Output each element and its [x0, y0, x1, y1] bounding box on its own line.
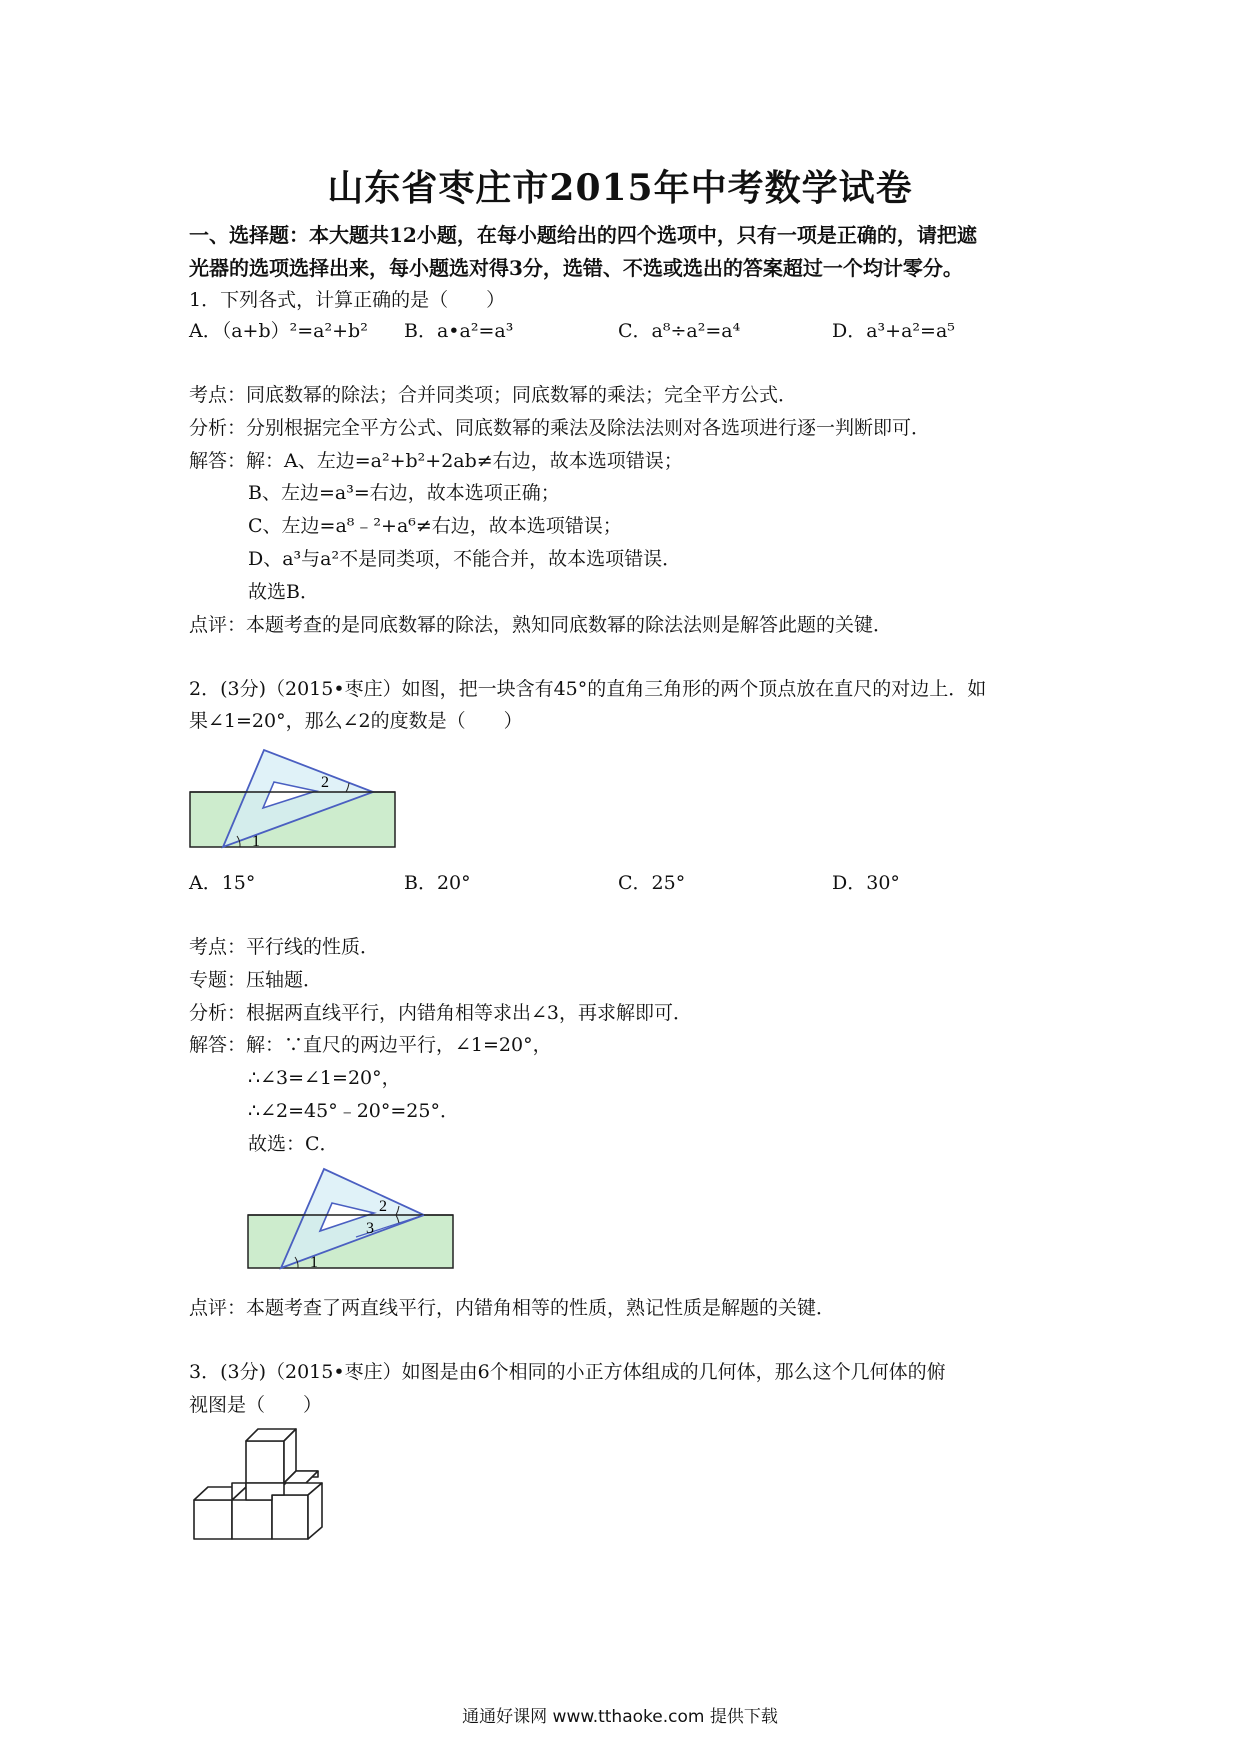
q2-option-b: B．20° — [404, 872, 471, 894]
q2-jieda-4: 故选：C． — [248, 1133, 339, 1155]
q1-option-a: A．（a+b）²=a²+b² — [189, 320, 368, 342]
q1-fenxi: 分析：分别根据完全平方公式、同底数幂的乘法及除法法则对各选项进行逐一判断即可． — [189, 417, 931, 439]
q3-stem-line1: 3．(3分)（2015•枣庄）如图是由6个相同的小正方体组成的几何体，那么这个几何体的俯 — [189, 1361, 946, 1383]
angle-1-label: 1 — [310, 1254, 318, 1271]
q2-jieda-3: ∴∠2=45°﹣20°=25°． — [248, 1100, 459, 1122]
q1-stem: 1．下列各式，计算正确的是（ ） — [189, 289, 506, 311]
section-heading-line2: 光器的选项选择出来，每小题选对得3分，选错、不选或选出的答案超过一个均计零分。 — [189, 256, 963, 280]
section-heading-line1: 一、选择题：本大题共12小题，在每小题给出的四个选项中，只有一项是正确的，请把遮 — [189, 223, 977, 247]
q2-kaodian: 考点：平行线的性质． — [189, 936, 380, 958]
q1-jieda-5: 故选B． — [248, 581, 319, 603]
q2-solution-figure — [246, 1165, 461, 1275]
q1-jieda-4: D、a³与a²不是同类项，不能合并，故本选项错误． — [248, 548, 682, 570]
q1-jieda-3: C、左边=a⁸﹣²+a⁶≠右边，故本选项错误； — [248, 515, 622, 537]
q1-jieda-2: B、左边=a³=右边，故本选项正确； — [248, 482, 560, 504]
q2-jieda-1: 解答：解：∵直尺的两边平行，∠1=20°， — [189, 1034, 552, 1056]
q2-stem-line1: 2．(3分)（2015•枣庄）如图，把一块含有45°的直角三角形的两个顶点放在直尺的对边上．如 — [189, 678, 987, 700]
q2-dianping: 点评：本题考查了两直线平行，内错角相等的性质，熟记性质是解题的关键． — [189, 1297, 836, 1319]
angle-2-label: 2 — [321, 774, 329, 791]
q3-cube-solid-figure — [190, 1425, 350, 1545]
page-title: 山东省枣庄市2015年中考数学试卷 — [327, 167, 913, 209]
q2-zhuanti: 专题：压轴题． — [189, 969, 323, 991]
angle-1-label: 1 — [252, 833, 260, 850]
q2-ruler-triangle-figure — [188, 745, 408, 855]
q2-option-d: D．30° — [832, 872, 900, 894]
angle-3-label: 3 — [366, 1220, 374, 1237]
q1-option-b: B．a•a²=a³ — [404, 320, 514, 342]
angle-2-label: 2 — [379, 1198, 387, 1215]
q1-dianping: 点评：本题考查的是同底数幂的除法，熟知同底数幂的除法法则是解答此题的关键． — [189, 614, 893, 636]
q1-option-d: D．a³+a²=a⁵ — [832, 320, 955, 342]
q2-option-a: A．15° — [189, 872, 256, 894]
q3-stem-line2: 视图是（ ） — [189, 1394, 323, 1416]
q2-fenxi: 分析：根据两直线平行，内错角相等求出∠3，再求解即可． — [189, 1002, 693, 1024]
q2-jieda-2: ∴∠3=∠1=20°， — [248, 1067, 401, 1089]
q1-option-c: C．a⁸÷a²=a⁴ — [618, 320, 741, 342]
q1-kaodian: 考点：同底数幂的除法；合并同类项；同底数幂的乘法；完全平方公式． — [189, 384, 798, 406]
page-footer: 通通好课网 www.tthaoke.com 提供下载 — [462, 1707, 778, 1727]
q2-option-c: C．25° — [618, 872, 686, 894]
q1-jieda-1: 解答：解：A、左边=a²+b²+2ab≠右边，故本选项错误； — [189, 450, 683, 472]
q2-stem-line2: 果∠1=20°，那么∠2的度数是（ ） — [189, 710, 523, 732]
